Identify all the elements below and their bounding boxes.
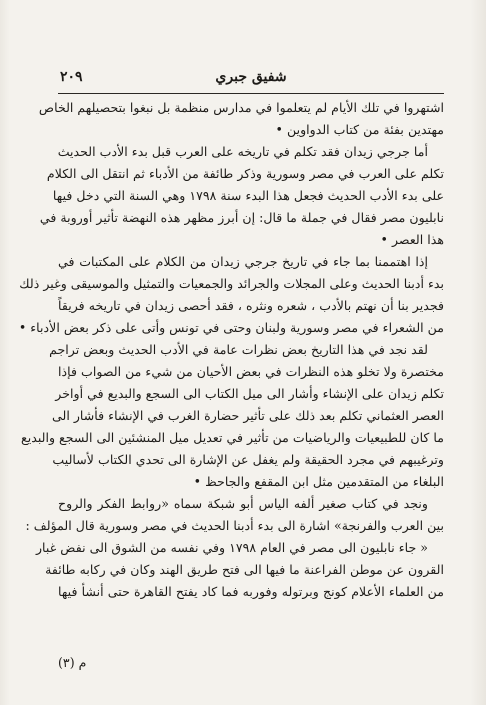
- text-line-7: هذا العصر •: [380, 232, 444, 247]
- text-line-2: مهتدين بفئة من كتاب الدواوين •: [275, 122, 444, 137]
- body-text: [18, 97, 444, 693]
- text-line-22: القرون عن موطن الفراعنة ما فيها الى فتح طريق الهند وكان في ركابه طائفة: [45, 562, 444, 577]
- text-line-6: نابليون مصر فقال في جملة ما قال: إن أبرز مظهر هذه النهضة تأثير أوروبة في: [39, 210, 444, 225]
- page-number: ٢٠٩: [60, 69, 83, 85]
- page-bottom: [58, 652, 444, 674]
- text-line-4: تكلم على العرب في مصر وسورية وذكر طائفة من الأدباء ثم انتقل الى الكلام: [46, 166, 444, 181]
- page-header: [58, 66, 444, 92]
- signature-mark: م (٣): [58, 655, 87, 670]
- text-line-13: مختصرة ولا تخلو هذه النظرات في بعض الأحيان من شيء من الصواب فإذا: [58, 364, 444, 379]
- text-line-12: لقد نجد في هذا التاريخ بعض نظرات عامة في الأدب الحديث وبعض تراجم: [49, 342, 428, 357]
- text-line-19: ونجد في كتاب صغير ألفه الياس أبو شبكة سماه «روابط الفكر والروح: [58, 496, 428, 511]
- text-line-15: العصر العثماني تكلم بعد ذلك على تأثير حضارة الغرب في الإنشاء فأشار الى: [52, 408, 444, 423]
- text-line-11: من الشعراء في مصر وسورية ولبنان وحتى في تونس وأتى على ذكر بعض الأدباء •: [18, 320, 444, 335]
- text-line-16: ما كان للطبيعيات والرياضيات من تأثير في تعديل ميل المنشئين الى السجع والبديع: [21, 430, 444, 445]
- text-line-3: أما جرجي زيدان فقد تكلم في تاريخه على العرب قبل بدء الأدب الحديث: [57, 144, 428, 159]
- text-line-1: اشتهروا في تلك الأيام لم يتعلموا في مدارس منظمة بل نبغوا بتحصيلهم الخاص: [38, 100, 444, 115]
- text-line-18: البلغاء من المتقدمين مثل ابن المقفع والجاحظ •: [193, 474, 444, 489]
- text-line-17: وترغيبهم في مجرد الحقيقة ولم يغفل عن الإشارة الى تحدي الكتاب لأساليب: [52, 452, 444, 467]
- text-line-23: من العلماء الأعلام كونج وبرتوله وفوربه فما كاد يفتح القاهرة حتى أنشأ فيها: [58, 584, 444, 599]
- running-title: شفيق جبري: [215, 69, 287, 85]
- text-line-20: بين العرب والفرنجة» اشارة الى بدء أدبنا الحديث في مصر وسورية قال المؤلف :: [25, 518, 444, 533]
- header-rule: [58, 93, 444, 94]
- text-line-8: إذا اهتممنا بما جاء في تاريخ جرجي زيدان من الكلام على المكتبات في: [58, 254, 428, 269]
- text-line-9: بدء أدبنا الحديث وعلى المجلات والجرائد والجمعيات والتمثيل والموسيقى وغير ذلك: [19, 276, 444, 291]
- text-line-21: « جاء نابليون الى مصر في العام ١٧٩٨ وفي نفسه من الشوق الى نفض غبار: [35, 540, 428, 555]
- text-line-10: فجدير بنا أن نهتم بالأدب ، شعره ونثره ، فقد أحصى زيدان في تاريخه فريقاً: [58, 298, 444, 313]
- text-line-14: تكلم زيدان على الإنشاء وأشار الى ميل الكتاب الى السجع والبديع في أواخر: [55, 386, 444, 401]
- text-line-5: على بدء الأدب الحديث فجعل هذا البدء سنة ١٧٩٨ وهي السنة التي دخل فيها: [52, 188, 444, 203]
